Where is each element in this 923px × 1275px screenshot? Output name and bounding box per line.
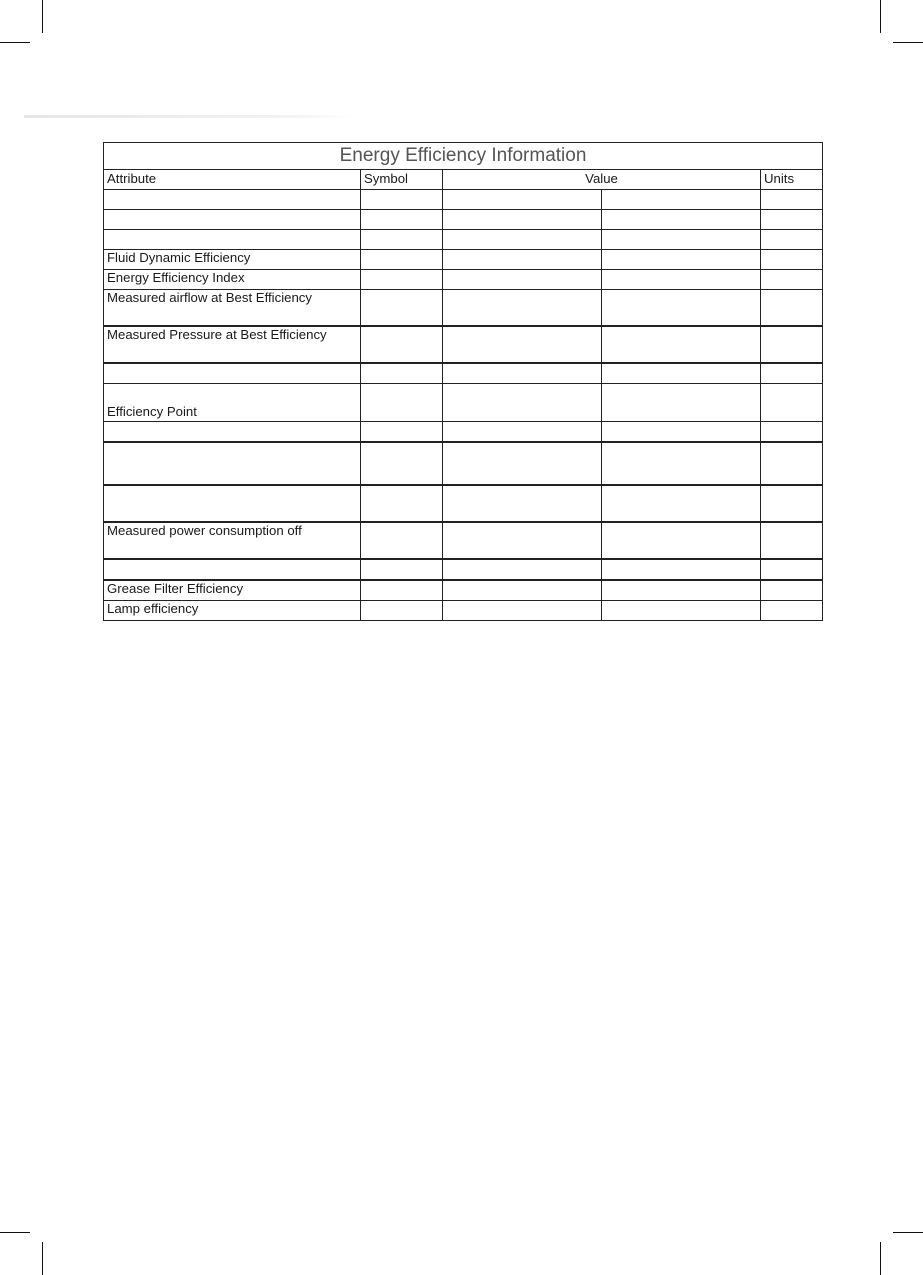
value-cell [443,250,602,270]
table-row [104,363,823,384]
attribute-cell [104,230,361,250]
attribute-cell: Energy Efficiency Index [104,270,361,290]
value-cell [443,270,602,290]
symbol-cell [361,363,443,384]
crop-mark-bottom-left-horizontal [0,1232,30,1233]
value-cell [602,210,761,230]
table-row [104,522,823,559]
value-cell [602,522,761,559]
value-cell [602,442,761,485]
value-cell [443,210,602,230]
symbol-cell [361,230,443,250]
value-cell [602,230,761,250]
symbol-cell [361,210,443,230]
table-row [104,601,823,621]
value-cell [602,384,761,422]
value-cell [602,363,761,384]
value-cell [443,442,602,485]
value-cell [443,326,602,363]
header-symbol: Symbol [361,170,443,190]
table-row [104,190,823,210]
attribute-cell: Measured airflow at Best Efficiency [104,290,361,327]
units-cell [761,270,823,290]
value-cell [602,422,761,443]
value-cell [602,580,761,601]
table-row [104,442,823,485]
value-cell [443,559,602,580]
table-title: Energy Efficiency Information [104,143,823,170]
attribute-cell: Efficiency Point [104,384,361,422]
header-value: Value [443,170,761,190]
value-cell [443,384,602,422]
units-cell [761,601,823,621]
symbol-cell [361,442,443,485]
table-row [104,230,823,250]
units-cell [761,442,823,485]
value-cell [602,190,761,210]
symbol-cell [361,522,443,559]
value-cell [443,522,602,559]
table-row [104,270,823,290]
units-cell [761,210,823,230]
value-cell [602,601,761,621]
table-row [104,580,823,601]
value-cell [602,290,761,327]
attribute-cell [104,190,361,210]
units-cell [761,384,823,422]
crop-mark-bottom-right-horizontal [893,1232,923,1233]
units-cell [761,230,823,250]
units-cell [761,250,823,270]
attribute-cell [104,485,361,522]
attribute-cell [104,363,361,384]
energy-efficiency-table [103,142,823,621]
value-cell [602,326,761,363]
value-cell [443,422,602,443]
table-row [104,485,823,522]
crop-mark-top-left-horizontal [0,42,30,43]
table-row [104,422,823,443]
value-cell [602,485,761,522]
attribute-cell [104,210,361,230]
units-cell [761,559,823,580]
symbol-cell [361,290,443,327]
symbol-cell [361,580,443,601]
table-row [104,326,823,363]
symbol-cell [361,250,443,270]
header-units: Units [761,170,823,190]
table-row [104,559,823,580]
crop-mark-bottom-left-vertical [42,1242,43,1275]
value-cell [443,580,602,601]
header-rule [24,115,354,118]
crop-mark-top-left-vertical [42,0,43,33]
symbol-cell [361,559,443,580]
value-cell [443,363,602,384]
symbol-cell [361,326,443,363]
header-attribute: Attribute [104,170,361,190]
attribute-cell [104,559,361,580]
units-cell [761,522,823,559]
units-cell [761,422,823,443]
units-cell [761,363,823,384]
value-cell [602,250,761,270]
crop-mark-top-right-vertical [880,0,881,33]
units-cell [761,290,823,327]
symbol-cell [361,422,443,443]
table-row [104,384,823,422]
table-row [104,210,823,230]
attribute-cell: Fluid Dynamic Efficiency [104,250,361,270]
value-cell [443,230,602,250]
units-cell [761,190,823,210]
value-cell [443,190,602,210]
crop-mark-top-right-horizontal [893,42,923,43]
symbol-cell [361,601,443,621]
attribute-cell [104,422,361,443]
value-cell [602,559,761,580]
value-cell [443,485,602,522]
crop-mark-bottom-right-vertical [880,1242,881,1275]
symbol-cell [361,190,443,210]
units-cell [761,580,823,601]
symbol-cell [361,485,443,522]
units-cell [761,485,823,522]
attribute-cell: Measured Pressure at Best Efficiency [104,326,361,363]
value-cell [443,290,602,327]
table-row [104,290,823,327]
symbol-cell [361,270,443,290]
attribute-cell [104,442,361,485]
value-cell [443,601,602,621]
units-cell [761,326,823,363]
attribute-cell: Lamp efficiency [104,601,361,621]
table-row [104,250,823,270]
symbol-cell [361,384,443,422]
value-cell [602,270,761,290]
attribute-cell: Grease Filter Efficiency [104,580,361,601]
attribute-cell: Measured power consumption off [104,522,361,559]
